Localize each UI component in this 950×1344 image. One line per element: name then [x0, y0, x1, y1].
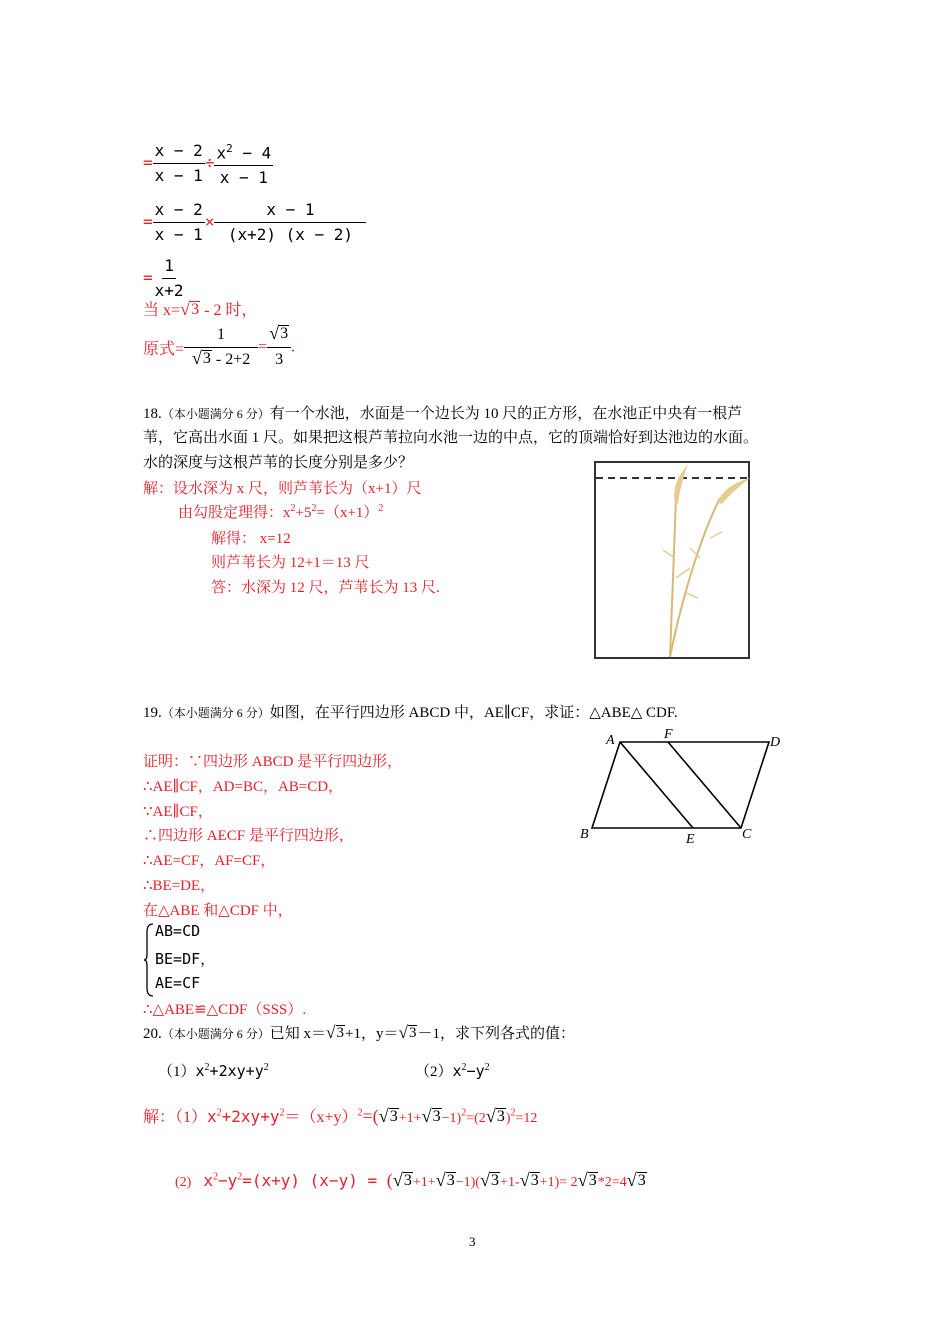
- q18-line-3: 水的深度与这根芦苇的长度分别是多少？: [143, 455, 414, 471]
- q19-brace: [143, 922, 155, 998]
- q18-line-1: 18.（本小题满分 6 分）有一个水池，水面是一个边长为 10 尺的正方形，在水池正中央有一根芦: [143, 406, 743, 422]
- q19-proof-1: ∴AE∥CF，AD=BC，AB=CD，: [143, 779, 344, 795]
- equals-sign: =: [143, 153, 153, 173]
- q20-line-1: 20.（本小题满分 6 分）已知 x＝ √ 3 +1，y＝ √ 3 －1，求下列各式的值：: [143, 1023, 575, 1042]
- q19-proof-0: 证明：∵四边形 ABCD 是平行四边形，: [143, 754, 403, 770]
- q19-conclusion: ∴△ABE≌△CDF（SSS）.: [143, 1002, 307, 1018]
- q18-line-2: 苇，它高出水面 1 尺。如果把这根芦苇拉向水池一边的中点，它的顶端恰好到达池边的水面。: [143, 430, 759, 446]
- label-B: B: [580, 827, 589, 842]
- label-D: D: [770, 735, 781, 750]
- calc-line-2: [143, 199, 366, 246]
- brace-icon: [143, 922, 155, 998]
- pond-reed-figure: [590, 458, 760, 664]
- fraction: $\frac{x - 2}{x - 1}$: [154, 141, 203, 186]
- q20-part-2: $(2)x^2-y^2$: [415, 1062, 490, 1080]
- divide-sign: ÷: [204, 153, 215, 173]
- q19-line-1: 19.（本小题满分 6 分）如图，在平行四边形 ABCD 中，AE∥CF，求证：△ABE△ CDF.: [143, 705, 678, 721]
- q19-proof-2: ∵AE∥CF，: [143, 804, 213, 820]
- fraction: 1 √ 3 - 2+2: [184, 324, 258, 371]
- page-number: 3: [469, 1234, 476, 1249]
- label-A: A: [606, 733, 615, 748]
- q19-proof-5: ∴BE=DE，: [143, 878, 216, 894]
- q20-solution-2: (2) $x^2-y^2=(x+y) (x-y)$ = ( √ 3 +1+ √ 3 −1)( √ 3 +1- √ 3 +1)= 2 √ 3 *2=4 √ 3: [175, 1170, 646, 1190]
- q19-proof-4: ∴AE=CF，AF=CF，: [143, 853, 276, 869]
- q19-brace-line-2: AE=CF: [155, 974, 201, 992]
- label-F: F: [664, 727, 673, 742]
- q20-solution-1: 解：$(1)x^2+2xy+y^2=(x+y)^2=$( √ 3 +1+ √ 3 −1)$^2$=(2 √ 3 )$^2$=12: [143, 1106, 538, 1126]
- q19-brace-line-0: AB=CD: [155, 922, 201, 940]
- calc-line-4: 当 x= √ 3 - 2 时，: [143, 299, 258, 319]
- q18-solution-1: 解：设水深为 x 尺，则芦苇长为（x+1）尺: [143, 481, 422, 497]
- q19-proof-3: ∴四边形 AECF 是平行四边形，: [143, 828, 354, 844]
- times-sign: ×: [204, 212, 215, 231]
- fraction: $\frac{x - 1}{(x+2) (x - 2)}$: [214, 199, 366, 246]
- q18-solution-2: 由勾股定理得：$x^2+5^2=(x+1)^2$: [178, 503, 384, 521]
- q18-solution-5: 答：水深为 12 尺，芦苇长为 13 尺.: [211, 580, 440, 596]
- fraction: $\frac{x^2 - 4}{x - 1}$: [214, 138, 273, 189]
- fraction: √ 3 3: [267, 324, 291, 371]
- q18-solution-4: 则芦苇长为 12+1＝13 尺: [211, 555, 370, 571]
- q19-brace-line-1: BE=DF，: [155, 950, 216, 968]
- parallelogram-figure: [576, 726, 786, 850]
- fraction: $\frac{x - 2}{x - 1}$: [154, 200, 203, 244]
- q18-solution-3: 解得： x=12: [211, 531, 291, 547]
- equals-sign: =: [143, 268, 153, 287]
- sqrt-symbol: √ 3: [180, 299, 200, 319]
- equals-sign: =: [143, 212, 153, 231]
- calc-line-5: 原式= 1 √ 3 - 2+2 = √ 3 3 .: [143, 324, 295, 371]
- q19-proof-6: 在△ABE 和△CDF 中，: [143, 903, 293, 919]
- calc-line-3: [143, 255, 186, 302]
- label-C: C: [742, 827, 752, 842]
- label-E: E: [686, 832, 695, 847]
- fraction: $\frac{1}{x+2}$: [154, 256, 184, 300]
- calc-line-1: [143, 138, 273, 189]
- q20-part-1: $(1)x^2+2xy+y^2$: [158, 1062, 269, 1080]
